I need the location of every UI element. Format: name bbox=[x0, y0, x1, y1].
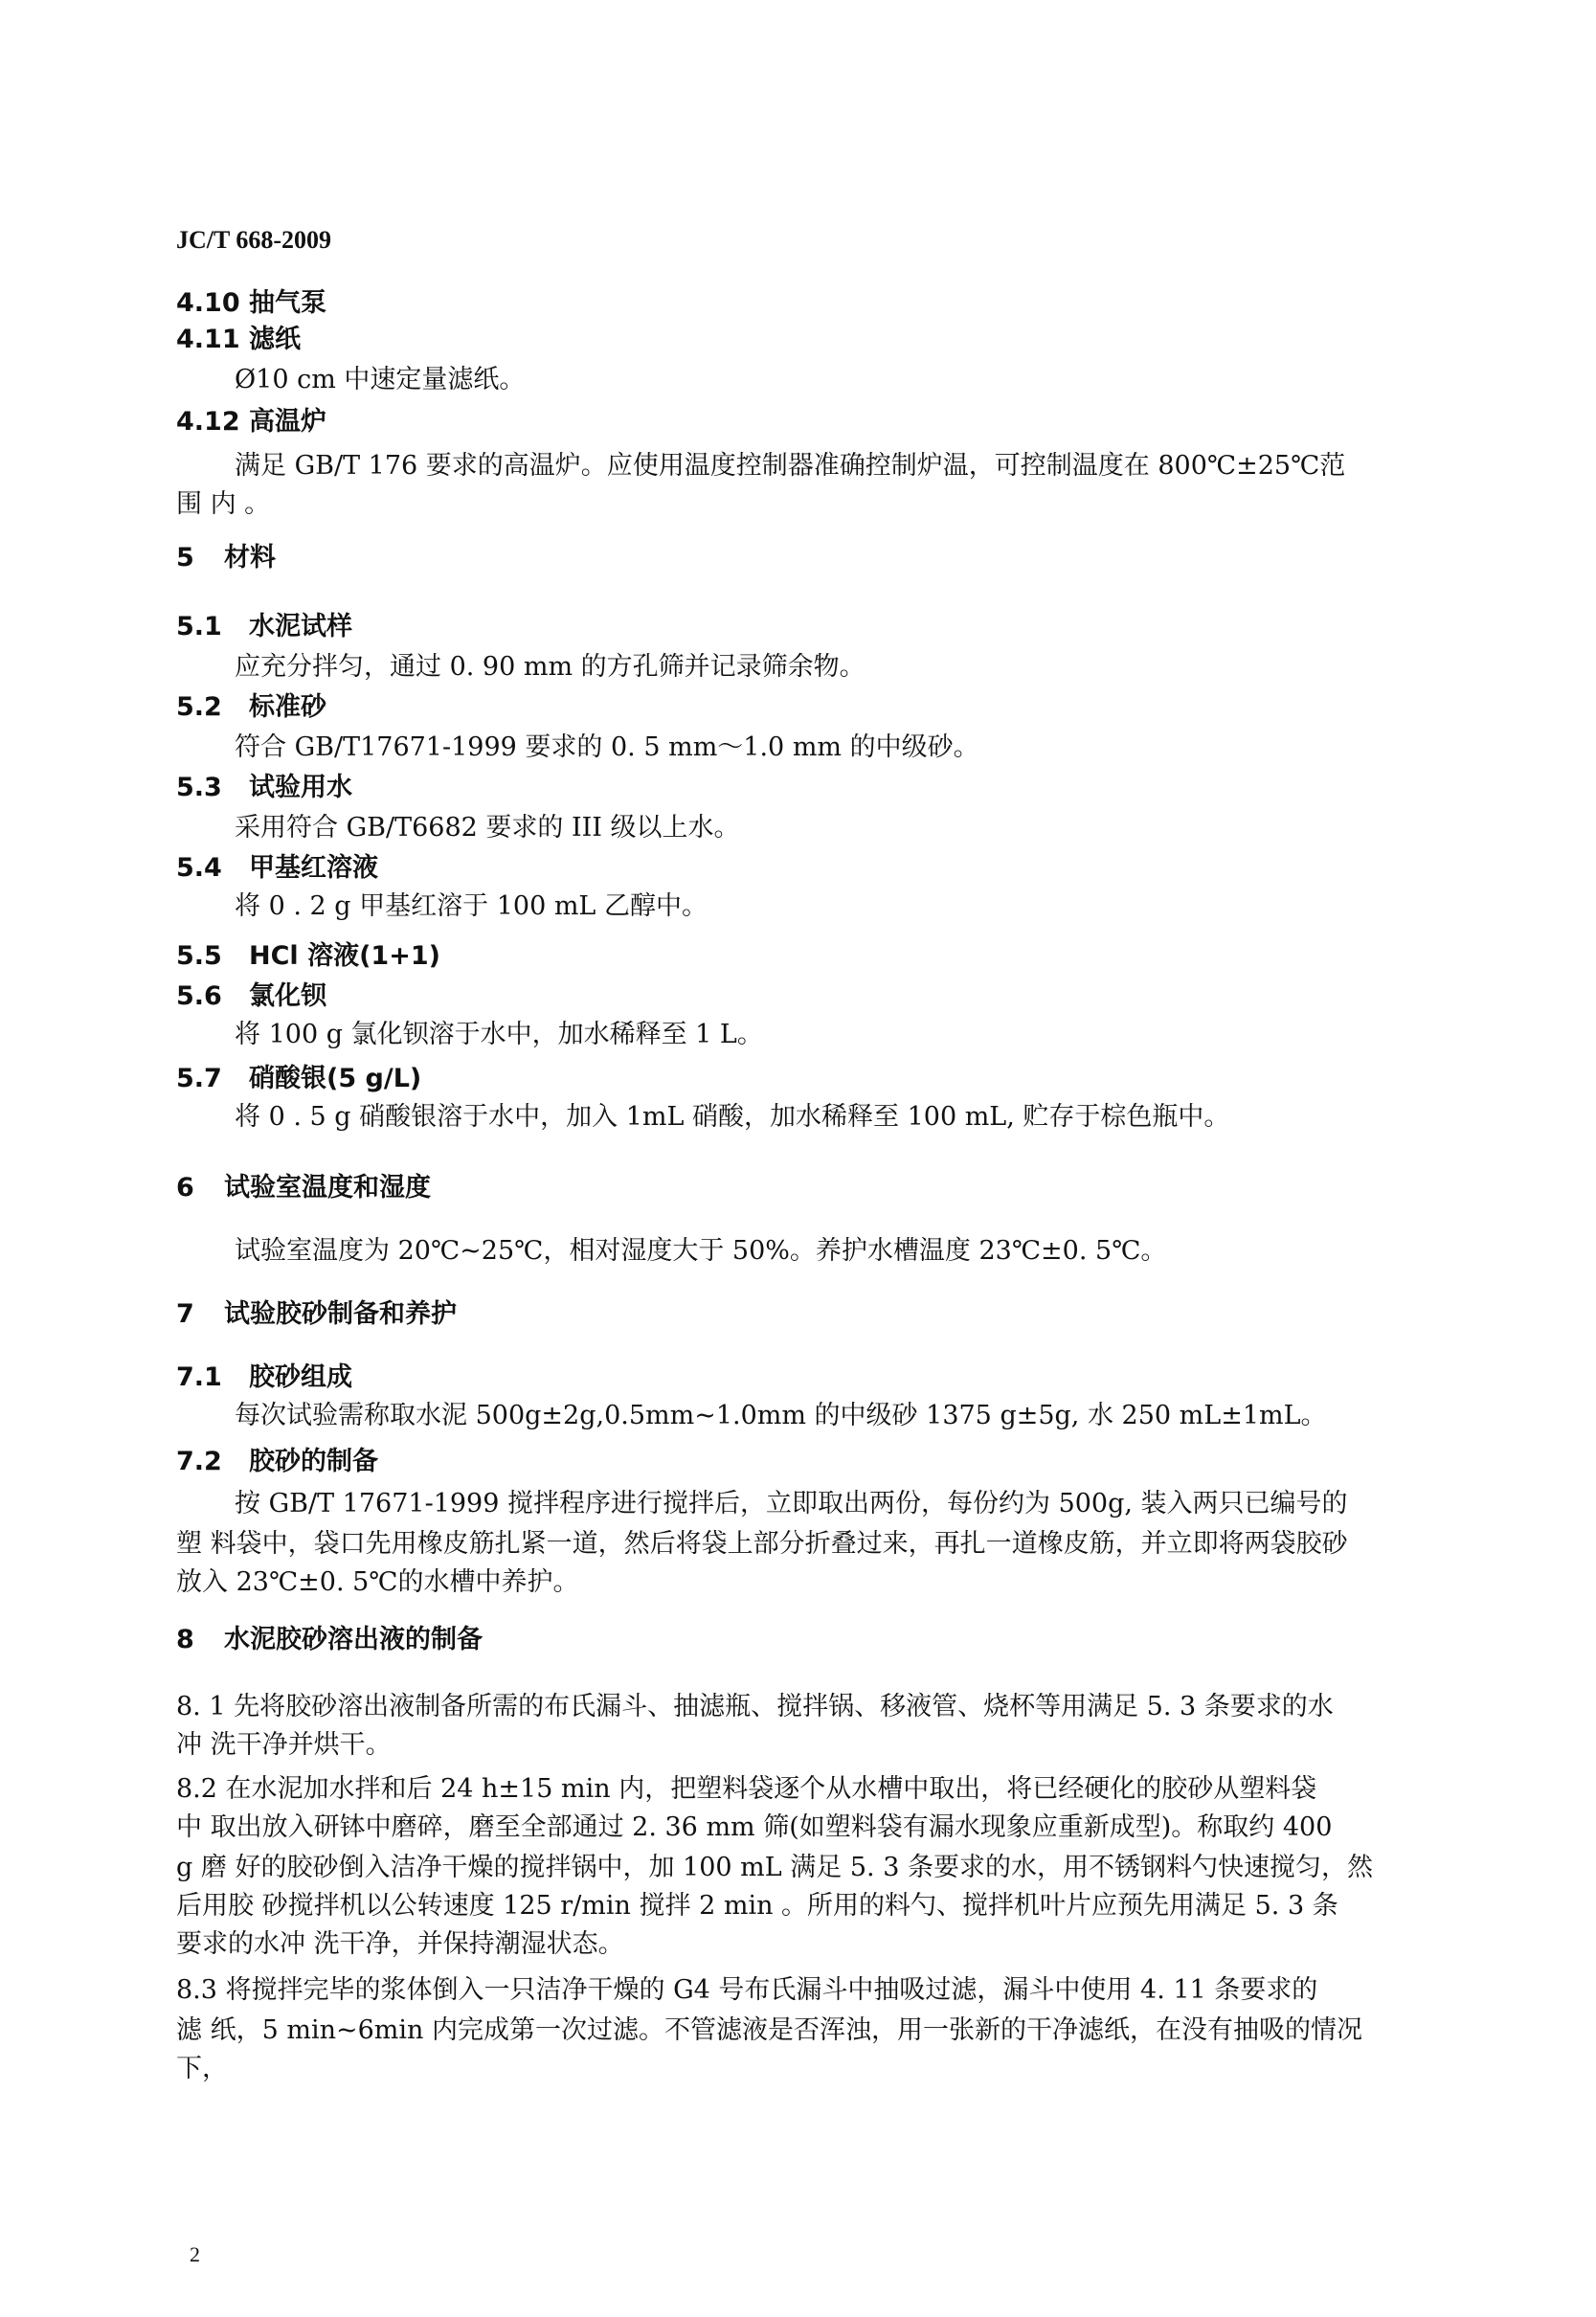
paragraph-8-2-line-2: 中 取出放入研钵中磨碎，磨至全部通过 2. 36 mm 筛(如塑料袋有漏水现象应重新成型)。称取约 400 bbox=[176, 1812, 1333, 1842]
section-title: 高温炉 bbox=[249, 407, 326, 437]
paragraph-8-2-line-3: g 磨 好的胶砂倒入洁净干燥的搅拌锅中，加 100 mL 满足 5. 3 条要求的水，用不锈钢料勺快速搅匀，然 bbox=[176, 1853, 1373, 1882]
chapter-title: 材料 bbox=[224, 543, 276, 573]
paragraph-8-1-line-2: 冲 洗干净并烘干。 bbox=[176, 1730, 392, 1760]
paragraph-8-3-line-1: 8.3 将搅拌完毕的浆体倒入一只洁净干燥的 G4 号布氏漏斗中抽吸过滤，漏斗中使用 4. 11 条要求的 bbox=[176, 1975, 1318, 2005]
section-5-2-heading bbox=[176, 689, 326, 726]
chapter-title: 试验胶砂制备和养护 bbox=[224, 1299, 457, 1329]
section-5-5-heading bbox=[176, 938, 440, 975]
section-7-2-heading bbox=[176, 1444, 378, 1480]
chapter-title: 水泥胶砂溶出液的制备 bbox=[224, 1625, 483, 1654]
section-5-1-body: 应充分拌匀，通过 0. 90 mm 的方孔筛并记录筛余物。 bbox=[235, 652, 865, 682]
chapter-8-heading bbox=[176, 1622, 483, 1658]
section-5-6-heading bbox=[176, 979, 326, 1015]
paragraph-8-1-line-1: 8. 1 先将胶砂溶出液制备所需的布氏漏斗、抽滤瓶、搅拌锅、移液管、烧杯等用满足 5. 3 条要求的水 bbox=[176, 1692, 1334, 1721]
section-4-10-heading bbox=[176, 285, 326, 322]
section-7-1-body: 每次试验需称取水泥 500g±2g,0.5mm~1.0mm 的中级砂 1375 g±5g, 水 250 mL±1mL。 bbox=[235, 1401, 1327, 1430]
chapter-title: 试验室温度和湿度 bbox=[224, 1173, 431, 1203]
paragraph-8-2-line-1: 8.2 在水泥加水拌和后 24 h±15 min 内，把塑料袋逐个从水槽中取出，将已经硬化的胶砂从塑料袋 bbox=[176, 1774, 1317, 1804]
chapter-7-heading bbox=[176, 1296, 457, 1333]
section-title: 试验用水 bbox=[249, 773, 352, 802]
section-4-11-body: Ø10 cm 中速定量滤纸。 bbox=[235, 365, 526, 394]
paragraph-8-2-line-5: 要求的水冲 洗干净，并保持潮湿状态。 bbox=[176, 1929, 624, 1959]
section-5-4-body: 将 0 . 2 g 甲基红溶于 100 mL 乙醇中。 bbox=[235, 891, 708, 921]
section-title: 滤纸 bbox=[249, 325, 301, 354]
section-title: 氯化钡 bbox=[249, 981, 326, 1011]
page-number: 2 bbox=[190, 2242, 200, 2266]
section-5-6-body: 将 100 g 氯化钡溶于水中，加水稀释至 1 L。 bbox=[235, 1020, 763, 1049]
section-5-3-body: 采用符合 GB/T6682 要求的 III 级以上水。 bbox=[235, 813, 740, 843]
section-title: 标准砂 bbox=[249, 692, 326, 722]
section-title: 胶砂的制备 bbox=[249, 1447, 378, 1476]
section-number: 5.2 bbox=[176, 692, 222, 722]
section-number: 5.4 bbox=[176, 853, 222, 883]
section-4-12-body-line-1: 满足 GB/T 176 要求的高温炉。应使用温度控制器准确控制炉温，可控制温度在 800℃±25℃范 bbox=[235, 451, 1346, 481]
paragraph-8-2-line-4: 后用胶 砂搅拌机以公转速度 125 r/min 搅拌 2 min 。所用的料勺、搅拌机叶片应预先用满足 5. 3 条 bbox=[176, 1891, 1338, 1921]
section-number: 4.10 bbox=[176, 288, 240, 318]
chapter-number: 7 bbox=[176, 1299, 194, 1329]
section-number: 5.7 bbox=[176, 1064, 222, 1093]
paragraph-8-3-line-2: 滤 纸，5 min~6min 内完成第一次过滤。不管滤液是否浑浊，用一张新的干净滤纸，在没有抽吸的情况 bbox=[176, 2015, 1362, 2045]
section-4-12-heading bbox=[176, 404, 326, 440]
section-number: 7.2 bbox=[176, 1447, 222, 1476]
section-7-2-body-line-1: 按 GB/T 17671-1999 搅拌程序进行搅拌后，立即取出两份，每份约为 500g, 装入两只已编号的 bbox=[235, 1489, 1348, 1518]
section-5-4-heading bbox=[176, 850, 378, 887]
section-number: 5.5 bbox=[176, 941, 222, 971]
section-5-7-body: 将 0 . 5 g 硝酸银溶于水中，加入 1mL 硝酸，加水稀释至 100 mL, 贮存于棕色瓶中。 bbox=[235, 1102, 1230, 1132]
chapter-5-heading bbox=[176, 540, 276, 576]
section-number: 5.1 bbox=[176, 612, 222, 641]
chapter-6-body: 试验室温度为 20℃~25℃，相对湿度大于 50%。养护水槽温度 23℃±0. 5℃。 bbox=[235, 1236, 1167, 1266]
section-7-1-heading bbox=[176, 1360, 352, 1396]
section-number: 4.12 bbox=[176, 407, 240, 437]
section-number: 7.1 bbox=[176, 1362, 222, 1392]
chapter-number: 8 bbox=[176, 1625, 194, 1654]
section-title: 胶砂组成 bbox=[249, 1362, 352, 1392]
section-7-2-body-line-2: 塑 料袋中，袋口先用橡皮筋扎紧一道，然后将袋上部分折叠过来，再扎一道橡皮筋，并立即将两袋胶砂 bbox=[176, 1529, 1348, 1559]
chapter-6-heading bbox=[176, 1170, 431, 1206]
section-number: 5.3 bbox=[176, 773, 222, 802]
section-number: 5.6 bbox=[176, 981, 222, 1011]
section-7-2-body-line-3: 放入 23℃±0. 5℃的水槽中养护。 bbox=[176, 1567, 579, 1597]
section-5-3-heading bbox=[176, 770, 352, 806]
document-code: JC/T 668-2009 bbox=[176, 226, 332, 254]
section-title: HCl 溶液(1+1) bbox=[249, 941, 440, 971]
paragraph-8-3-line-3: 下， bbox=[176, 2054, 228, 2083]
section-5-7-heading bbox=[176, 1061, 421, 1097]
section-4-12-body-line-2: 围 内 。 bbox=[176, 489, 271, 519]
section-title: 抽气泵 bbox=[249, 288, 326, 318]
section-title: 硝酸银(5 g/L) bbox=[249, 1064, 422, 1093]
section-5-2-body: 符合 GB/T17671-1999 要求的 0. 5 mm～1.0 mm 的中级砂。 bbox=[235, 732, 979, 762]
section-title: 水泥试样 bbox=[249, 612, 352, 641]
section-title: 甲基红溶液 bbox=[249, 853, 378, 883]
chapter-number: 5 bbox=[176, 543, 194, 573]
chapter-number: 6 bbox=[176, 1173, 194, 1203]
section-number: 4.11 bbox=[176, 325, 240, 354]
section-5-1-heading bbox=[176, 609, 352, 645]
section-4-11-heading bbox=[176, 322, 301, 358]
